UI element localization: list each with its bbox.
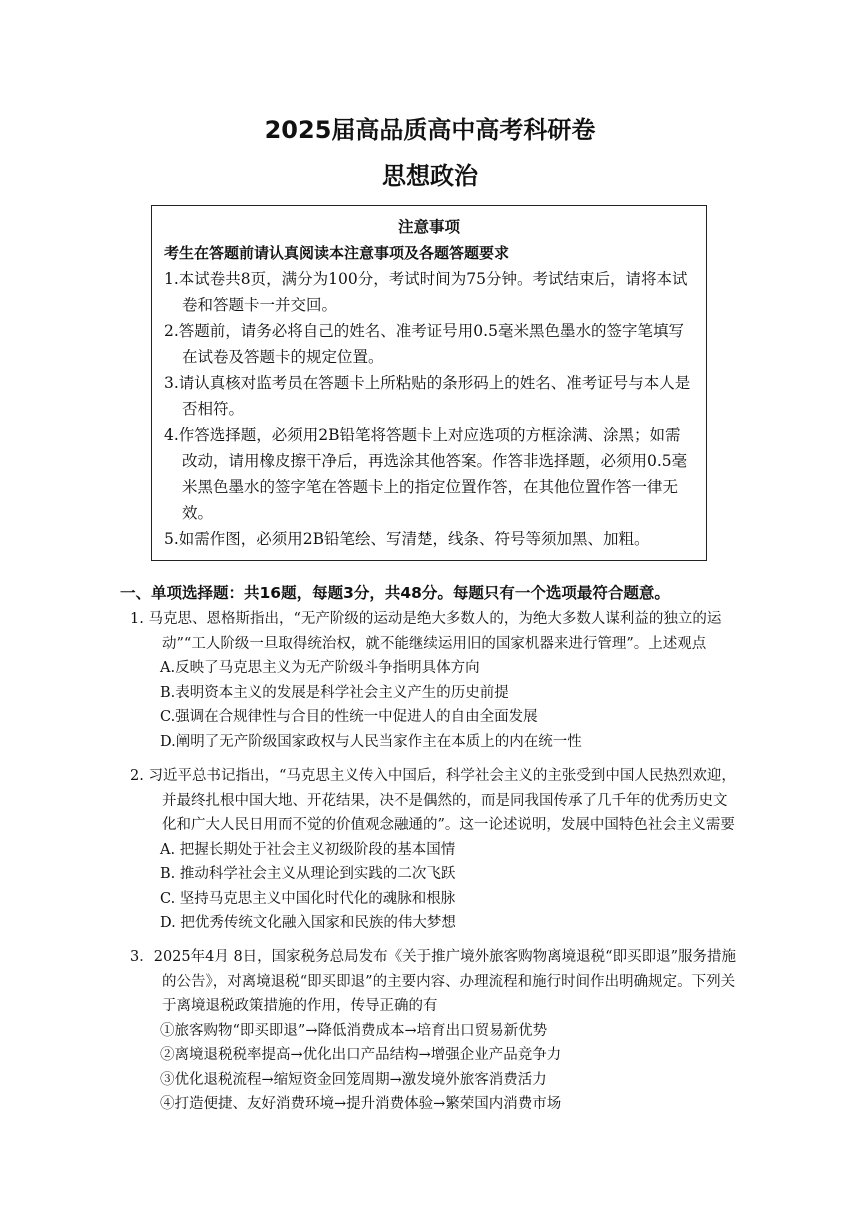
question-stem: 3．2025年4月 8日，国家税务总局发布《关于推广境外旅客购物离境退税“即买即退”服务措施的公告》，对离境退税“即买即退”的主要内容、办理流程和施行时间作出明确规定。下列关于离境退税政策措施的作用，传导正确的有 — [130, 949, 737, 1014]
subject-title: 思想政治 — [382, 162, 478, 190]
question-2 — [130, 764, 740, 936]
notice-box — [151, 205, 707, 561]
option-c: C. 坚持马克思主义中国化时代化的魂脉和根脉 — [160, 890, 456, 907]
question-1 — [130, 607, 740, 754]
notice-item: 3.请认真核对监考员在答题卡上所粘贴的条形码上的姓名、准考证号与本人是否相符。 — [164, 374, 691, 418]
exam-title: 2025届高品质高中高考科研卷 — [264, 116, 596, 144]
section-heading: 一、单项选择题：共16题，每题3分，共48分。每题只有一个选项最符合题意。 — [120, 584, 670, 602]
question-stem: 2. 习近平总书记指出，“马克思主义传入中国后，科学社会主义的主张受到中国人民热烈欢迎，并最终扎根中国大地、开花结果，决不是偶然的，而是同我国传承了几千年的优秀历史文化和广大人民日用而不觉的价值观念融通的”。这一论述说明，发展中国特色社会主义需要 — [130, 768, 736, 833]
notice-subheading: 考生在答题前请认真阅读本注意事项及各题答题要求 — [164, 244, 510, 262]
option-d: D.阐明了无产阶级国家政权与人民当家作主在本质上的内在统一性 — [160, 733, 582, 750]
notice-item: 4.作答选择题，必须用2B铅笔将答题卡上对应选项的方框涂满、涂黑；如需改动，请用橡皮擦干净后，再选涂其他答案。作答非选择题，必须用0.5毫米黑色墨水的签字笔在答题卡上的指定位置作答，在其他位置作答一律无效。 — [164, 426, 688, 522]
notice-item: 2.答题前，请务必将自己的姓名、准考证号用0.5毫米黑色墨水的签字笔填写在试卷及答题卡的规定位置。 — [164, 322, 684, 366]
option-c: C.强调在合规律性与合目的性统一中促进人的自由全面发展 — [160, 709, 538, 725]
notice-heading: 注意事项 — [397, 218, 460, 236]
option-b: B. 推动科学社会主义从理论到实践的二次飞跃 — [160, 866, 456, 882]
question-3 — [130, 945, 740, 1117]
choice-2: ②离境退税税率提高→优化出口产品结构→增强企业产品竞争力 — [160, 1047, 562, 1063]
choice-4: ④打造便捷、友好消费环境→提升消费体验→繁荣国内消费市场 — [160, 1096, 562, 1112]
option-b: B.表明资本主义的发展是科学社会主义产生的历史前提 — [160, 684, 509, 701]
notice-item: 5.如需作图，必须用2B铅笔绘、写清楚，线条、符号等须加黑、加粗。 — [164, 530, 650, 548]
option-a: A. 把握长期处于社会主义初级阶段的基本国情 — [160, 841, 456, 858]
option-d: D. 把优秀传统文化融入国家和民族的伟大梦想 — [160, 915, 456, 931]
choice-1: ①旅客购物“即买即退”→降低消费成本→培育出口贸易新优势 — [160, 1022, 548, 1039]
notice-item: 1.本试卷共8页，满分为100分，考试时间为75分钟。考试结束后，请将本试卷和答题卡一并交回。 — [164, 270, 688, 314]
question-stem: 1. 马克思、恩格斯指出，“无产阶级的运动是绝大多数人的，为绝大多数人谋利益的独立的运动”“工人阶级一旦取得统治权，就不能继续运用旧的国家机器来进行管理”。上述观点 — [130, 611, 722, 652]
choice-3: ③优化退税流程→缩短资金回笼周期→激发境外旅客消费活力 — [160, 1071, 547, 1088]
option-a: A.反映了马克思主义为无产阶级斗争指明具体方向 — [160, 660, 480, 676]
